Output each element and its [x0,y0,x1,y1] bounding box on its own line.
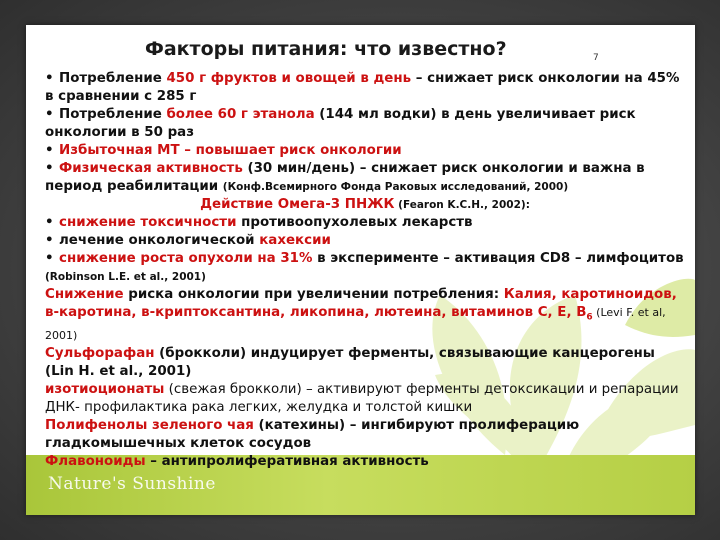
text: (катехины) – ингибируют пролиферацию гладкомышечных клеток сосудов [45,417,580,451]
text: (брокколи) индуцирует ферменты, связывающие канцерогены (Lin H. et al., 2001) [45,345,655,379]
bullet-icon: • [45,161,54,176]
para-sulforaphane [45,345,685,381]
text: лечение онкологической [59,233,260,248]
slide [26,25,695,515]
highlight: Калия, каротиноидов, в-каротина, в-криптоксантина, ликопина, лютеина, витаминов С, Е, В [45,287,677,320]
reference: (Levi F. et al, 2001) [45,306,666,342]
brand-logo: Nature's Sunshine [48,474,216,494]
highlight: Флавоноиды [45,453,146,469]
bullet-tumor-growth [45,250,685,286]
bullet-toxicity [45,214,685,232]
highlight: снижение роста опухоли на 31% [59,251,313,266]
highlight: более 60 г этанола [166,107,315,122]
text: (144 мл водки) в день увеличивает риск онкологии в 50 раз [45,107,636,140]
highlight: Физическая активность [59,161,243,176]
highlight: Действие Омега-3 ПНЖК [200,197,395,212]
bullet-icon: • [45,233,54,248]
subscript: 6 [586,312,593,323]
text: – повышает риск онкологии [179,143,402,158]
bullet-activity [45,160,685,196]
text: риска онкологии при увеличении потребления: [123,287,504,302]
bullet-bmi [45,142,685,160]
highlight: 450 г фруктов и овощей в день [166,71,412,86]
bullet-icon: • [45,251,54,266]
slide-title: Факторы питания: что известно? [145,38,507,60]
highlight: кахексии [259,233,331,248]
text: – антипролиферативная активность [145,453,429,469]
para-risk-reduction [45,286,685,345]
bullet-icon: • [45,143,54,158]
text: – снижает риск онкологии на 45% в сравнении с 285 г [45,71,680,104]
text: Потребление [59,71,167,86]
para-polyphenols [45,417,685,453]
bullet-cachexia [45,232,685,250]
reference: (Robinson L.E. et al., 2001) [45,271,206,283]
highlight: Снижение [45,287,124,302]
omega-heading [45,196,685,214]
bullet-icon: • [45,107,54,122]
highlight: Полифенолы зеленого чая [45,417,254,433]
text: противоопухолевых лекарств [236,215,473,230]
para-isothiocyanates [45,381,685,417]
title-row [45,40,685,70]
bullet-ethanol [45,106,685,142]
highlight: изотиоционаты [45,381,165,397]
para-flavonoids [45,453,685,471]
reference: (Конф.Всемирного Фонда Раковых исследований, 2000) [222,181,569,193]
text: Потребление [59,107,167,122]
bullet-icon: • [45,215,54,230]
bullet-fruits [45,70,685,106]
highlight: Сульфорафан [45,345,155,361]
text: (свежая брокколи) – активируют ферменты детоксикации и репарации ДНК- профилактика рака легких, желудка и толстой кишки [45,381,679,415]
highlight: Избыточная МТ [59,143,180,158]
text: (30 мин/день) – снижает риск онкологии и важна в период реабилитации [45,161,645,194]
page-number: 7 [593,53,599,63]
reference: (Fearon K.C.H., 2002): [394,199,530,211]
highlight: снижение токсичности [59,215,237,230]
slide-content [45,40,685,471]
bullet-icon: • [45,71,54,86]
text: в эксперименте – активация CD8 – лимфоцитов [312,251,684,266]
